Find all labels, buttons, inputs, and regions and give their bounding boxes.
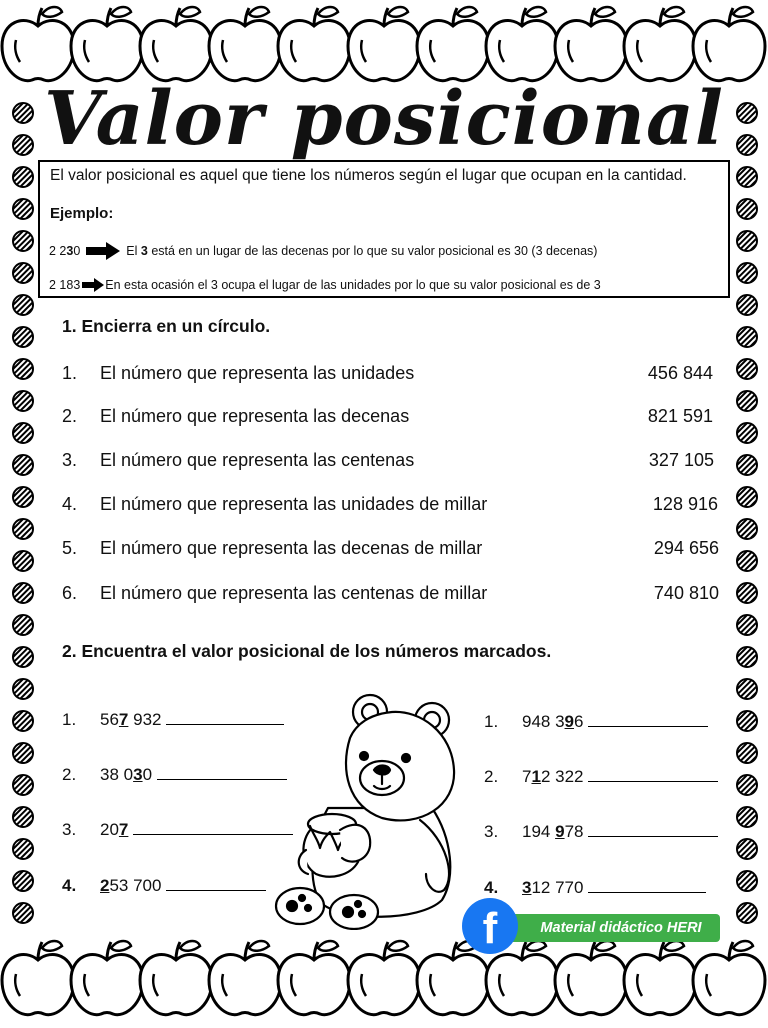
exercise-1-item: 4. El número que representa las unidades de millar 128 916 [62, 494, 718, 514]
answer-blank[interactable] [588, 822, 718, 837]
marked-digit: 9 [564, 712, 575, 731]
brand-label: Material didáctico HERI [508, 914, 720, 942]
marked-digit: 3 [133, 765, 143, 784]
answer-blank[interactable] [157, 765, 287, 780]
definition-text: El valor posicional es aquel que tiene los números según el lugar que ocupan en la cantidad. [50, 167, 687, 184]
example-number: 2 183 [49, 278, 81, 292]
example-text: El 3 está en un lugar de las decenas por lo que su valor posicional es 30 (3 decenas) [126, 244, 598, 258]
ejemplo-label: Ejemplo: [50, 205, 114, 222]
dot-border-right [734, 95, 760, 935]
apple-border-bottom [0, 936, 768, 1028]
marked-digit: 3 [522, 878, 532, 897]
example-row-2 [49, 278, 601, 292]
exercise-1-item: 5. El número que representa las decenas de millar 294 656 [62, 538, 719, 558]
exercise-2-left-item: 3. 207 [62, 820, 293, 840]
dot-border-left [10, 95, 36, 935]
exercise-2-right-item: 2. 712 322 [484, 767, 718, 787]
number-to-circle: 128 916 [652, 494, 718, 514]
example-row-1 [49, 242, 597, 260]
answer-blank[interactable] [588, 767, 718, 782]
number-to-circle: 456 844 [647, 363, 713, 383]
section-1-title: 1. Encierra en un círculo. [62, 316, 271, 336]
page-title: Valor posicional [43, 76, 725, 162]
answer-blank[interactable] [166, 876, 266, 891]
marked-digit: 7 [118, 710, 129, 729]
exercise-1-item: 2. El número que representa las decenas 821 591 [62, 406, 713, 426]
exercise-2-left-item: 4. 253 700 [62, 876, 266, 896]
definition-box [38, 160, 730, 298]
marked-digit: 9 [555, 822, 565, 841]
answer-blank[interactable] [588, 712, 708, 727]
example-number: 2 230 [49, 244, 81, 258]
exercise-1-item: 3. El número que representa las centenas 327 105 [62, 450, 714, 470]
number-to-circle: 327 105 [648, 450, 714, 470]
section-2-title: 2. Encuentra el valor posicional de los números marcados. [62, 641, 552, 661]
facebook-icon: f [462, 898, 518, 954]
answer-blank[interactable] [166, 710, 284, 725]
exercise-2-right-item: 3. 194 978 [484, 822, 718, 842]
exercise-2-right-item: 1. 948 396 [484, 712, 708, 732]
number-to-circle: 294 656 [653, 538, 719, 558]
marked-digit: 2 [100, 876, 110, 895]
exercise-1-item: 6. El número que representa las centenas de millar 740 810 [62, 583, 719, 603]
number-to-circle: 821 591 [647, 406, 713, 426]
arrow-right-icon [82, 278, 104, 292]
marked-digit: 1 [531, 767, 541, 786]
number-to-circle: 740 810 [653, 583, 719, 603]
exercise-1-item: 1. El número que representa las unidades 456 844 [62, 363, 713, 383]
marked-digit: 7 [118, 820, 129, 839]
exercise-2-right-item: 4. 312 770 [484, 878, 706, 898]
exercise-2-left-item: 1. 567 932 [62, 710, 284, 730]
bear-with-honey-illustration [270, 690, 485, 930]
answer-blank[interactable] [588, 878, 706, 893]
arrow-right-icon [86, 242, 120, 260]
example-text: En esta ocasión el 3 ocupa el lugar de las unidades por lo que su valor posicional es de 3 [105, 278, 601, 292]
exercise-2-left-item: 2. 38 030 [62, 765, 287, 785]
